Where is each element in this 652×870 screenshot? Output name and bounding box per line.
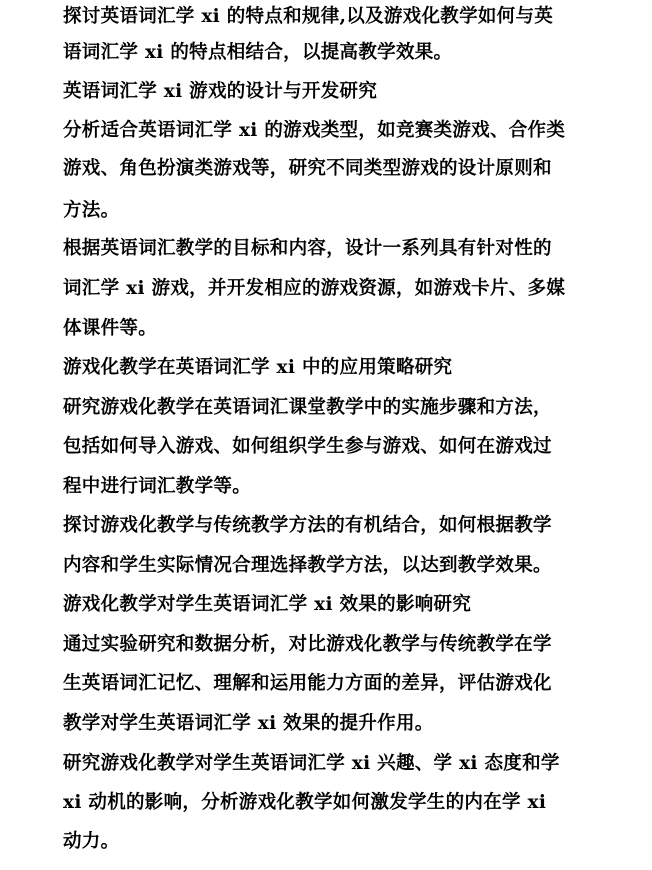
text-line: 动力。 xyxy=(63,831,120,852)
text-line: 内容和学生实际情况合理选择教学方法，以达到教学效果。 xyxy=(63,555,552,576)
text-line: 研究游戏化教学在英语词汇课堂教学中的实施步骤和方法， xyxy=(63,397,552,418)
text-line: 研究游戏化教学对学生英语词汇学 xi 兴趣、学 xi 态度和学 xyxy=(63,753,560,774)
text-line: 探讨游戏化教学与传统教学方法的有机结合，如何根据教学 xyxy=(63,515,552,536)
text-line: 包括如何导入游戏、如何组织学生参与游戏、如何在游戏过 xyxy=(63,436,552,457)
text-line: 词汇学 xi 游戏，并开发相应的游戏资源，如游戏卡片、多媒 xyxy=(63,278,566,299)
text-line: 方法。 xyxy=(63,200,120,221)
text-line: 通过实验研究和数据分析，对比游戏化教学与传统教学在学 xyxy=(63,634,552,655)
text-line: 探讨英语词汇学 xi 的特点和规律,以及游戏化教学如何与英 xyxy=(63,6,554,27)
text-line: 根据英语词汇教学的目标和内容，设计一系列具有针对性的 xyxy=(63,238,552,259)
section-heading: 游戏化教学在英语词汇学 xi 中的应用策略研究 xyxy=(63,357,453,378)
text-line: 生英语词汇记忆、理解和运用能力方面的差异，评估游戏化 xyxy=(63,673,552,694)
text-line: xi 动机的影响，分析游戏化教学如何激发学生的内在学 xi xyxy=(63,792,547,813)
text-line: 体课件等。 xyxy=(63,318,158,339)
text-line: 语词汇学 xi 的特点相结合，以提高教学效果。 xyxy=(63,42,453,63)
text-line: 分析适合英语词汇学 xi 的游戏类型，如竞赛类游戏、合作类 xyxy=(63,120,566,141)
text-line: 程中进行词汇教学等。 xyxy=(63,476,252,497)
text-line: 教学对学生英语词汇学 xi 效果的提升作用。 xyxy=(63,713,434,734)
text-line: 游戏、角色扮演类游戏等，研究不同类型游戏的设计原则和 xyxy=(63,158,552,179)
section-heading: 英语词汇学 xi 游戏的设计与开发研究 xyxy=(63,81,378,102)
section-heading: 游戏化教学对学生英语词汇学 xi 效果的影响研究 xyxy=(63,594,472,615)
